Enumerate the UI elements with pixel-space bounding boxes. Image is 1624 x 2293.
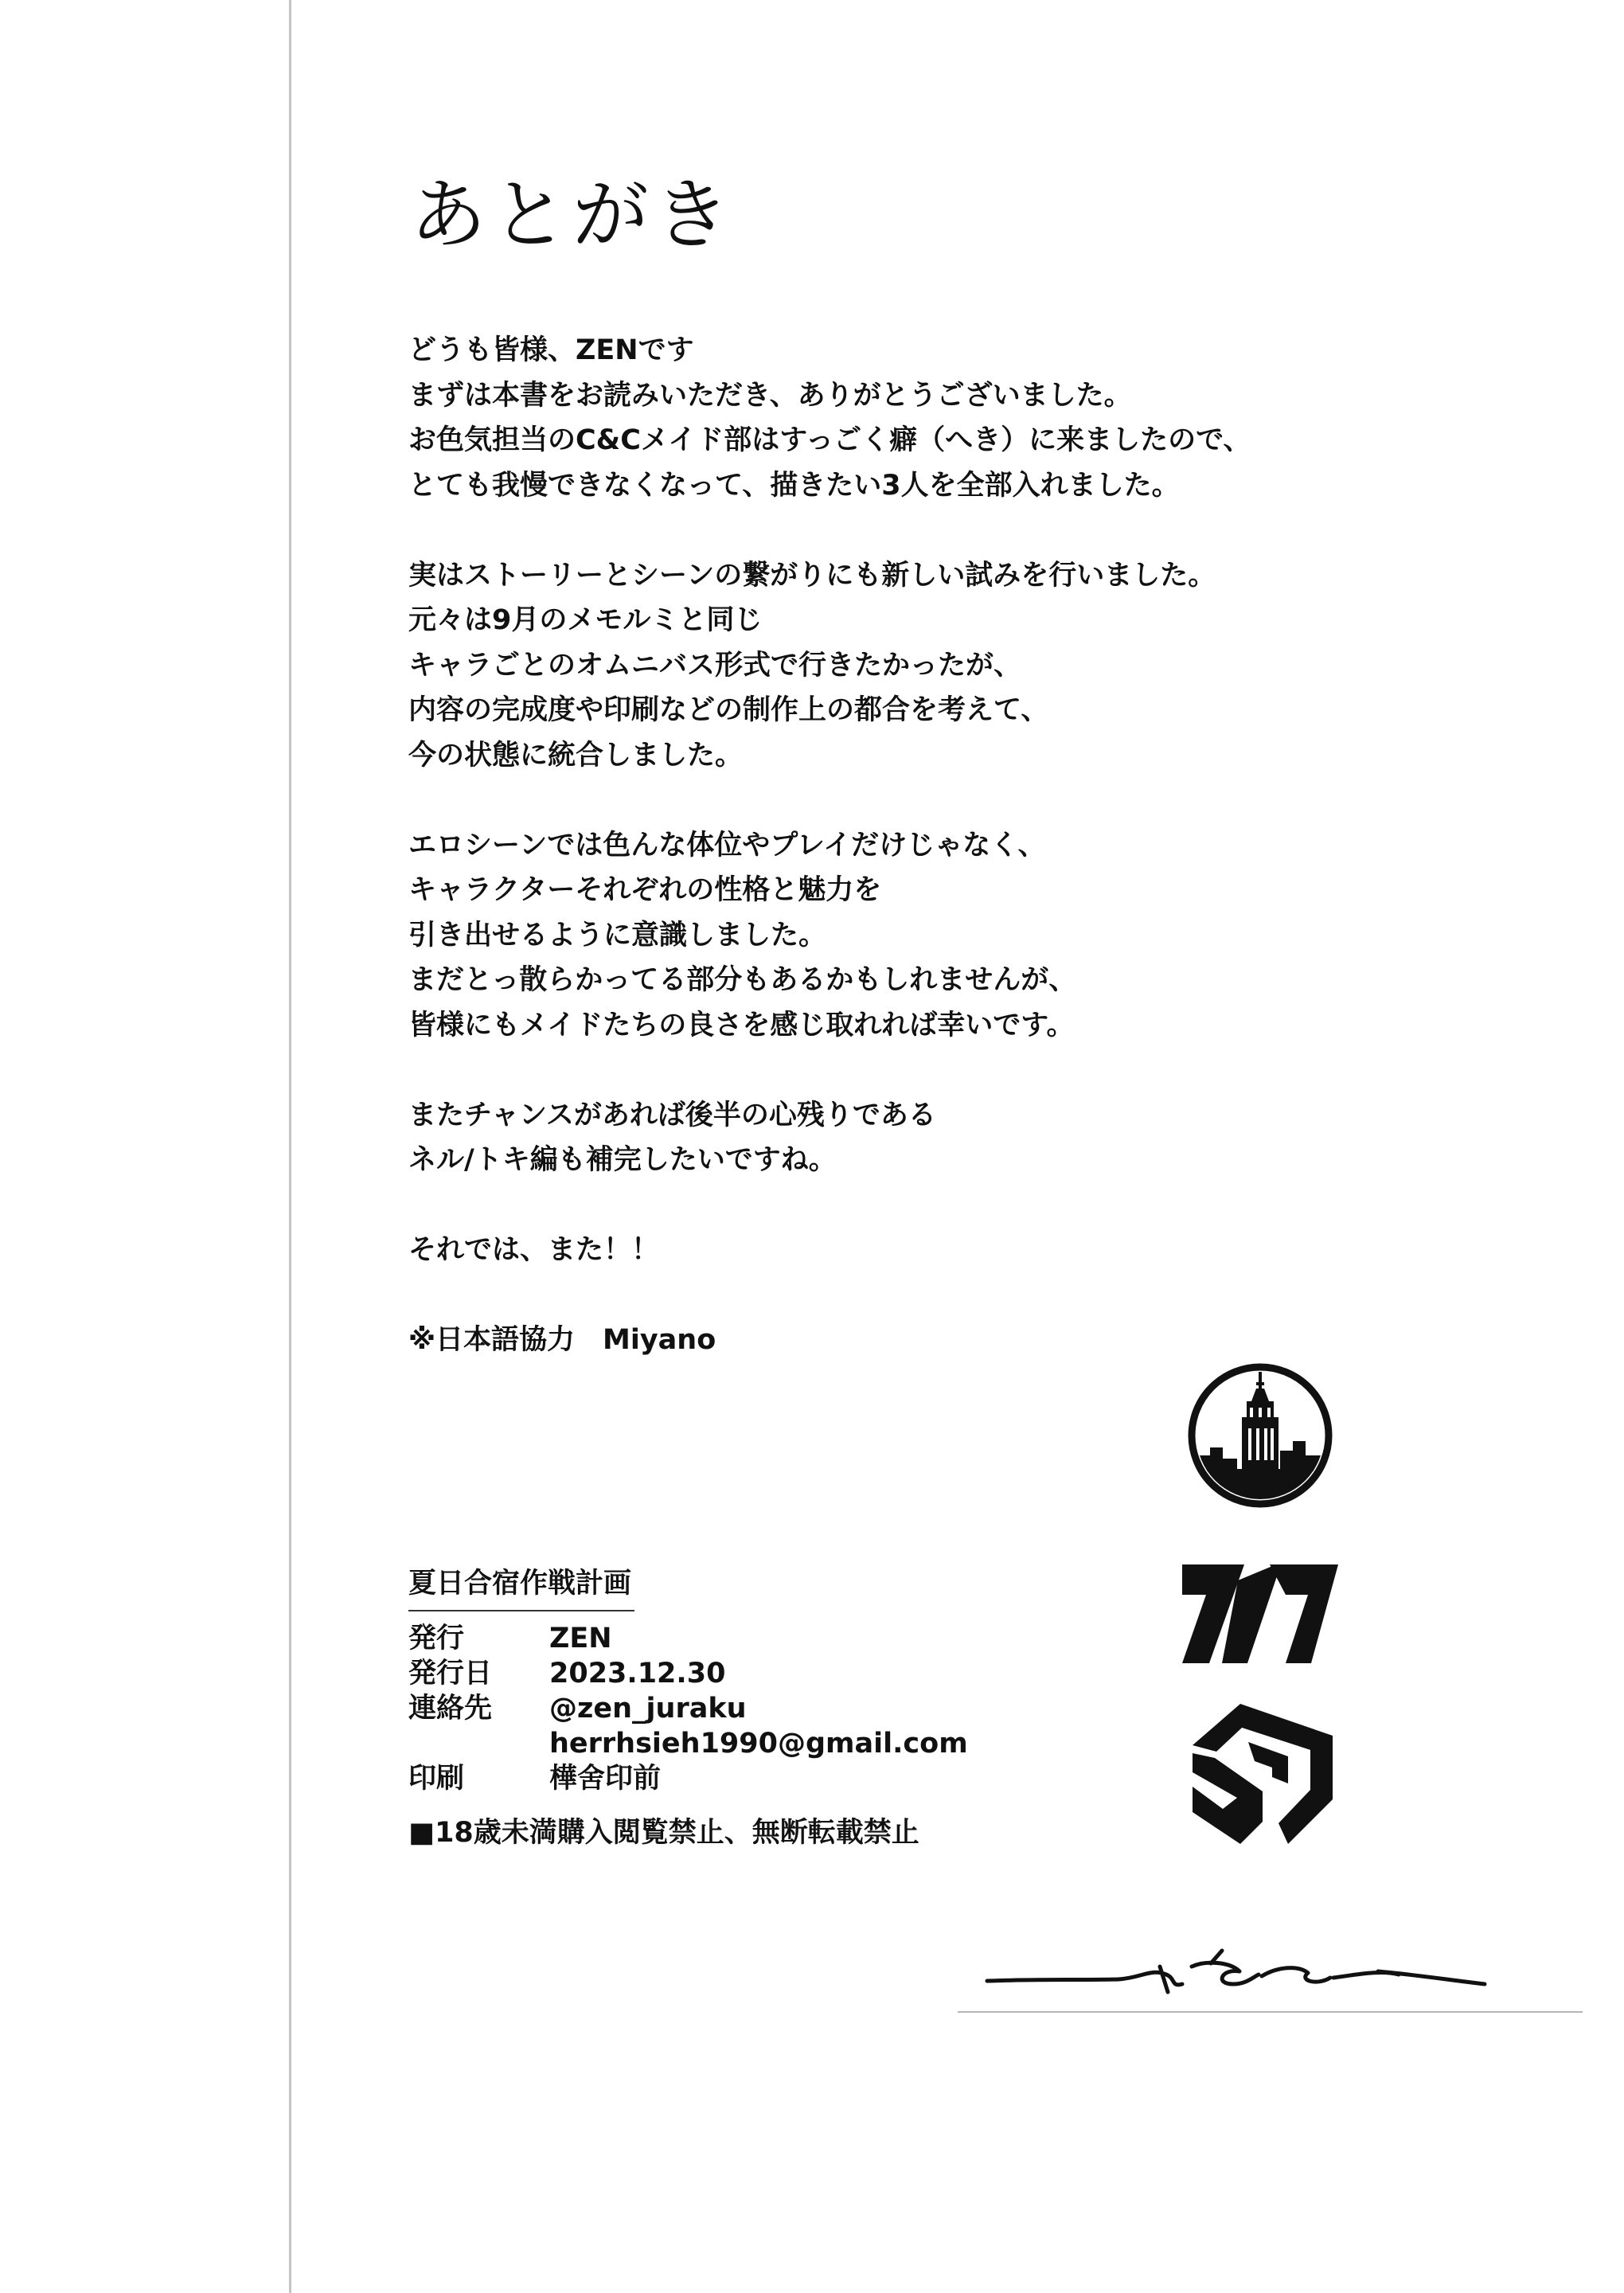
body-line: ※日本語協力 Miyano	[408, 1324, 716, 1356]
colophon-divider	[408, 1610, 634, 1611]
body-line: 元々は9月のメモルミと同じ	[408, 604, 763, 636]
body-line: 皆様にもメイドたちの良さを感じ取れれば幸いです。	[408, 1009, 1075, 1041]
body-line: 引き出せるように意識しました。	[408, 919, 827, 951]
body-line: それでは、また！！	[408, 1234, 660, 1266]
date-value: 2023.12.30	[549, 1658, 726, 1689]
publisher-label: 発行	[408, 1623, 465, 1654]
body-line: お色気担当のC&Cメイド部はすっごく癖（へき）に来ましたので、	[408, 424, 1251, 456]
paragraph-gap	[408, 1048, 1364, 1093]
body-line: キャラクターそれぞれの性格と魅力を	[408, 874, 882, 906]
afterword-body	[408, 328, 1364, 1363]
body-line: キャラごとのオムニバス形式で行きたかったが、	[408, 649, 1022, 682]
city-tower-circle-logo	[1186, 1361, 1334, 1510]
body-line: まずは本書をお読みいただき、ありがとうございました。	[408, 379, 1132, 412]
contact-email: herrhsieh1990@gmail.com	[549, 1728, 968, 1760]
body-line: 今の状態に統合しました。	[408, 739, 744, 771]
colophon	[408, 1561, 968, 1852]
body-line: 実はストーリーとシーンの繋がりにも新しい試みを行いました。	[408, 559, 1216, 592]
paragraph-gap	[408, 778, 1364, 823]
paragraph-gap	[408, 1273, 1364, 1318]
book-title: 夏日合宿作戦計画	[408, 1568, 632, 1600]
body-line: まだとっ散らかってる部分もあるかもしれませんが、	[408, 964, 1077, 996]
page-gutter-line	[289, 0, 291, 2293]
sr-logo	[1193, 1704, 1333, 1844]
body-line: とても我慢できなくなって、描きたい3人を全部入れました。	[408, 469, 1180, 502]
publisher-row	[408, 1621, 968, 1656]
contact-row	[408, 1691, 968, 1761]
date-row	[408, 1656, 968, 1691]
body-line: ネル/トキ編も補完したいですね。	[408, 1144, 837, 1176]
paragraph-gap	[408, 508, 1364, 553]
page-title: あとがき	[410, 170, 735, 260]
age-restriction-notice: ■18歳未満購入閲覧禁止、無断転載禁止	[408, 1817, 919, 1849]
publisher-value: ZEN	[549, 1623, 612, 1654]
contact-twitter: @zen_juraku	[549, 1693, 747, 1725]
body-line: エロシーンでは色んな体位やプレイだけじゃなく、	[408, 829, 1046, 861]
paragraph-gap	[408, 1183, 1364, 1229]
printer-value: 樺舍印前	[549, 1763, 662, 1795]
author-signature	[983, 1919, 1493, 2002]
body-line: またチャンスがあれば後半の心残りである	[408, 1099, 936, 1131]
signature-rule	[958, 2011, 1583, 2013]
date-label: 発行日	[408, 1658, 493, 1689]
printer-label: 印刷	[408, 1763, 465, 1795]
mm-logo	[1182, 1564, 1338, 1663]
printer-row	[408, 1761, 968, 1796]
contact-label: 連絡先	[408, 1693, 493, 1725]
body-line: 内容の完成度や印刷などの制作上の都合を考えて、	[408, 694, 1049, 726]
body-line: どうも皆様、ZENです	[408, 334, 694, 366]
